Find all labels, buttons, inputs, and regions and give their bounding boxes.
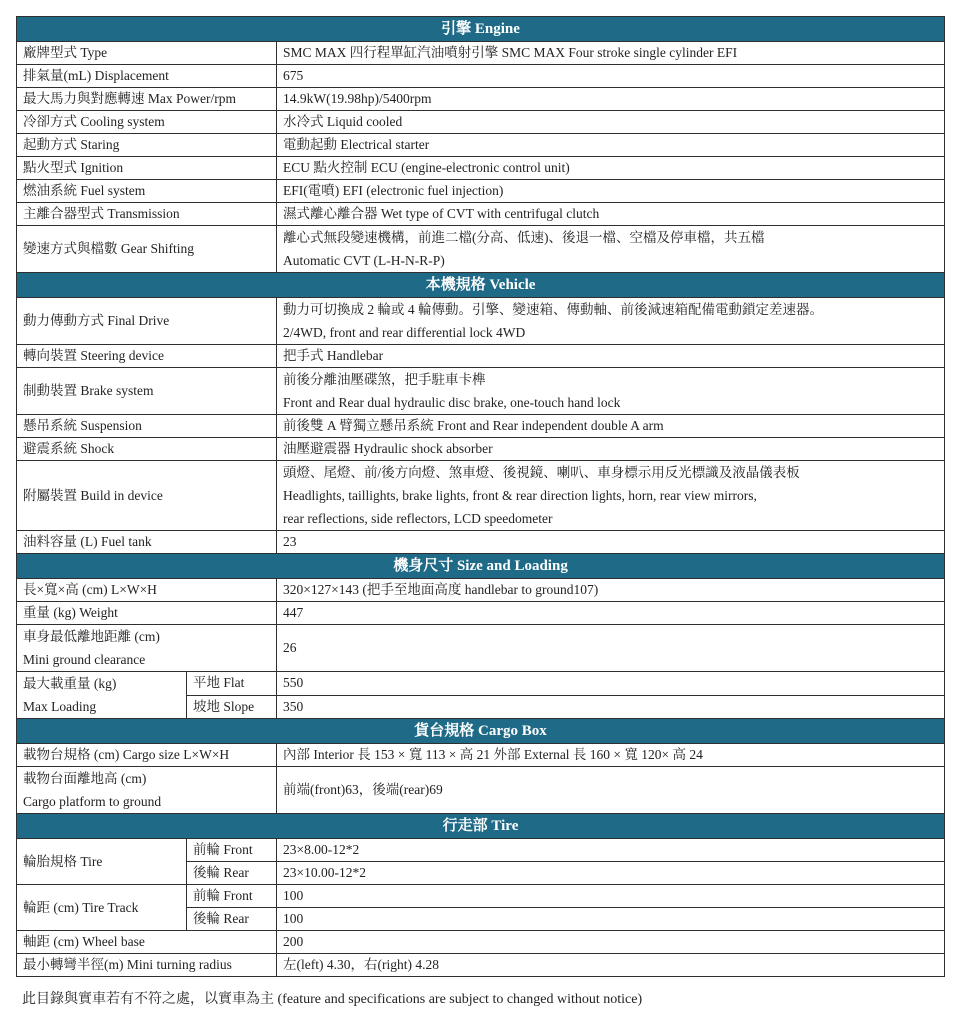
section-header: 貨台規格 Cargo Box — [17, 719, 945, 744]
spec-value-line: 2/4WD, front and rear differential lock 4WD — [283, 325, 526, 340]
spec-label: 點火型式 Ignition — [17, 157, 277, 180]
spec-row — [17, 744, 945, 767]
spec-value: 23×10.00-12*2 — [277, 862, 945, 885]
spec-row — [17, 931, 945, 954]
spec-row — [17, 885, 945, 908]
spec-row — [17, 954, 945, 977]
spec-value: 100 — [277, 885, 945, 908]
spec-value: 前後雙 A 臂獨立懸吊系統 Front and Rear independent double A arm — [277, 415, 945, 438]
spec-label-line: Max Loading — [23, 699, 97, 714]
section-header: 機身尺寸 Size and Loading — [17, 554, 945, 579]
spec-value: 320×127×143 (把手至地面高度 handlebar to ground107) — [277, 579, 945, 602]
spec-label: 避震系統 Shock — [17, 438, 277, 461]
spec-value: 23 — [277, 531, 945, 554]
section-header-row — [17, 554, 945, 579]
spec-label — [17, 672, 187, 719]
spec-sublabel: 坡地 Slope — [187, 695, 277, 719]
spec-value: 水冷式 Liquid cooled — [277, 111, 945, 134]
spec-value-line: Front and Rear dual hydraulic disc brake, one-touch hand lock — [283, 395, 621, 410]
spec-label-line: 車身最低離地距離 (cm) — [23, 629, 160, 644]
spec-label: 冷卻方式 Cooling system — [17, 111, 277, 134]
section-header: 行走部 Tire — [17, 814, 945, 839]
disclaimer-note: 此目錄與實車若有不符之處，以實車為主 (feature and specifications are subject to changed without notice) — [22, 992, 643, 1007]
spec-row — [17, 672, 945, 696]
spec-label: 懸吊系統 Suspension — [17, 415, 277, 438]
spec-row — [17, 180, 945, 203]
spec-label: 最小轉彎半徑(m) Mini turning radius — [17, 954, 277, 977]
spec-row — [17, 203, 945, 226]
spec-row — [17, 134, 945, 157]
section-header: 本機規格 Vehicle — [17, 273, 945, 298]
spec-value: 350 — [277, 695, 945, 719]
spec-value: 550 — [277, 672, 945, 696]
spec-label: 油料容量 (L) Fuel tank — [17, 531, 277, 554]
spec-value: 100 — [277, 908, 945, 931]
section-header-row — [17, 814, 945, 839]
spec-label: 轉向裝置 Steering device — [17, 345, 277, 368]
spec-label: 燃油系統 Fuel system — [17, 180, 277, 203]
spec-table — [16, 16, 945, 977]
spec-label: 輪距 (cm) Tire Track — [17, 885, 187, 931]
spec-label — [17, 625, 277, 672]
spec-row — [17, 461, 945, 531]
spec-row — [17, 345, 945, 368]
spec-row — [17, 579, 945, 602]
spec-row — [17, 602, 945, 625]
spec-value — [277, 226, 945, 273]
spec-value-line: 離心式無段變速機構，前進二檔(分高、低速)、後退一檔、空檔及停車檔，共五檔 — [283, 230, 765, 245]
spec-row — [17, 625, 945, 672]
spec-row — [17, 368, 945, 415]
spec-label: 起動方式 Staring — [17, 134, 277, 157]
spec-label: 軸距 (cm) Wheel base — [17, 931, 277, 954]
spec-label: 主離合器型式 Transmission — [17, 203, 277, 226]
spec-value: 內部 Interior 長 153 × 寬 113 × 高 21 外部 External 長 160 × 寬 120× 高 24 — [277, 744, 945, 767]
spec-value: 14.9kW(19.98hp)/5400rpm — [277, 88, 945, 111]
spec-row — [17, 226, 945, 273]
spec-row — [17, 111, 945, 134]
spec-label-line: Mini ground clearance — [23, 652, 146, 667]
spec-label: 制動裝置 Brake system — [17, 368, 277, 415]
spec-value-line: Automatic CVT (L-H-N-R-P) — [283, 253, 445, 268]
spec-value: 675 — [277, 65, 945, 88]
spec-row — [17, 438, 945, 461]
spec-value — [277, 298, 945, 345]
spec-label — [17, 767, 277, 814]
spec-value: 電動起動 Electrical starter — [277, 134, 945, 157]
spec-label: 排氣量(mL) Displacement — [17, 65, 277, 88]
spec-row — [17, 65, 945, 88]
spec-label: 最大馬力與對應轉速 Max Power/rpm — [17, 88, 277, 111]
spec-label: 長×寬×高 (cm) L×W×H — [17, 579, 277, 602]
spec-row — [17, 298, 945, 345]
spec-value: 前端(front)63，後端(rear)69 — [277, 767, 945, 814]
spec-value: SMC MAX 四行程單缸汽油噴射引擎 SMC MAX Four stroke single cylinder EFI — [277, 42, 945, 65]
spec-sublabel: 前輪 Front — [187, 885, 277, 908]
spec-row — [17, 88, 945, 111]
spec-sublabel: 前輪 Front — [187, 839, 277, 862]
spec-sublabel: 平地 Flat — [187, 672, 277, 696]
spec-row — [17, 415, 945, 438]
spec-row — [17, 839, 945, 862]
spec-value-line: 動力可切換成 2 輪或 4 輪傳動。引擎、變速箱、傳動軸、前後減速箱配備電動鎖定差速器。 — [283, 302, 823, 317]
spec-row — [17, 767, 945, 814]
spec-row — [17, 531, 945, 554]
spec-value-line: Headlights, taillights, brake lights, front & rear direction lights, horn, rear view mirrors, — [283, 488, 757, 503]
spec-label: 變速方式與檔數 Gear Shifting — [17, 226, 277, 273]
spec-label: 附屬裝置 Build in device — [17, 461, 277, 531]
spec-value: 油壓避震器 Hydraulic shock absorber — [277, 438, 945, 461]
spec-value: 26 — [277, 625, 945, 672]
spec-sublabel: 後輪 Rear — [187, 862, 277, 885]
spec-value: 200 — [277, 931, 945, 954]
section-header-row — [17, 719, 945, 744]
spec-value — [277, 461, 945, 531]
spec-value: 左(left) 4.30，右(right) 4.28 — [277, 954, 945, 977]
spec-sublabel: 後輪 Rear — [187, 908, 277, 931]
section-header: 引擎 Engine — [17, 17, 945, 42]
spec-label: 廠牌型式 Type — [17, 42, 277, 65]
spec-row — [17, 157, 945, 180]
spec-row — [17, 42, 945, 65]
spec-value-line: 前後分離油壓碟煞，把手駐車卡榫 — [283, 372, 486, 387]
spec-value: 23×8.00-12*2 — [277, 839, 945, 862]
spec-label: 載物台規格 (cm) Cargo size L×W×H — [17, 744, 277, 767]
spec-value: ECU 點火控制 ECU (engine-electronic control unit) — [277, 157, 945, 180]
spec-value: 濕式離心離合器 Wet type of CVT with centrifugal clutch — [277, 203, 945, 226]
spec-value-line: 頭燈、尾燈、前/後方向燈、煞車燈、後視鏡、喇叭、車身標示用反光標識及液晶儀表板 — [283, 465, 800, 480]
spec-label-line: 載物台面離地高 (cm) — [23, 771, 147, 786]
spec-label: 輪胎規格 Tire — [17, 839, 187, 885]
spec-label-line: Cargo platform to ground — [23, 794, 162, 809]
spec-value — [277, 368, 945, 415]
spec-label-line: 最大載重量 (kg) — [23, 676, 117, 691]
spec-value: 把手式 Handlebar — [277, 345, 945, 368]
spec-value-line: rear reflections, side reflectors, LCD speedometer — [283, 511, 553, 526]
section-header-row — [17, 17, 945, 42]
section-header-row — [17, 273, 945, 298]
spec-label: 重量 (kg) Weight — [17, 602, 277, 625]
spec-value: EFI(電噴) EFI (electronic fuel injection) — [277, 180, 945, 203]
spec-value: 447 — [277, 602, 945, 625]
spec-label: 動力傳動方式 Final Drive — [17, 298, 277, 345]
